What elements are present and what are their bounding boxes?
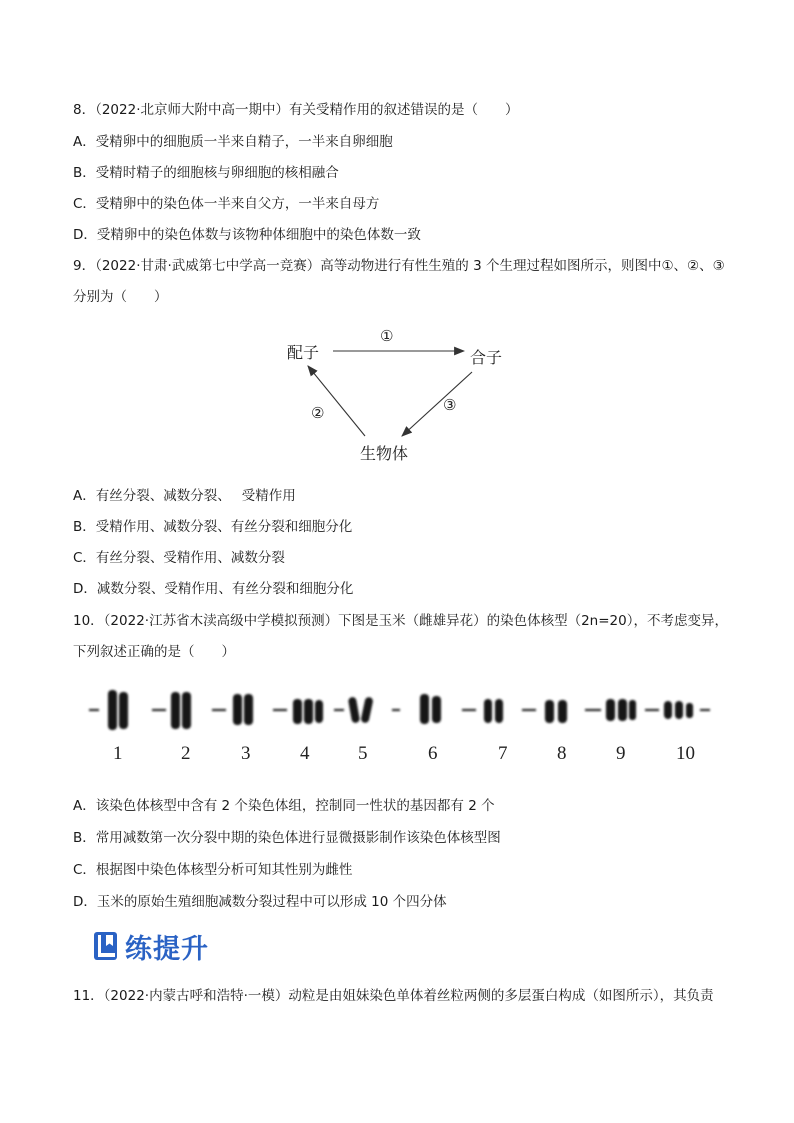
chromosome-5a xyxy=(348,697,360,724)
question-9-option-a: A．有丝分裂、减数分裂、 受精作用 xyxy=(73,488,296,504)
dash xyxy=(273,709,287,711)
chromosome-6a xyxy=(420,694,429,724)
question-8-option-b: B．受精时精子的细胞核与卵细胞的核相融合 xyxy=(73,165,339,181)
chromosome-4a xyxy=(293,699,302,724)
book-icon xyxy=(93,931,119,961)
chromosome-2b xyxy=(182,692,191,729)
question-10-stem-line1: 10．（2022·江苏省木渎高级中学模拟预测）下图是玉米（雌雄异花）的染色体核型（2n=20），不考虑变异， xyxy=(73,613,728,629)
question-8-stem: 8．（2022·北京师大附中高一期中）有关受精作用的叙述错误的是（ ） xyxy=(73,102,519,118)
chromosome-10a xyxy=(664,701,672,719)
question-9-option-b: B．受精作用、减数分裂、有丝分裂和细胞分化 xyxy=(73,519,353,535)
label-process-3: ③ xyxy=(443,396,457,414)
chromosome-3a xyxy=(233,694,242,725)
node-zygote: 合子 xyxy=(470,348,503,367)
karyotype-number-4: 4 xyxy=(300,743,310,764)
chromosome-10b xyxy=(675,701,683,719)
karyotype-number-6: 6 xyxy=(428,743,438,764)
chromosome-1a xyxy=(108,690,117,730)
label-process-1: ① xyxy=(380,327,394,345)
chromosome-9c xyxy=(629,700,636,720)
question-10-option-c: C．根据图中染色体核型分析可知其性别为雌性 xyxy=(73,862,353,878)
karyotype-number-2: 2 xyxy=(181,743,191,764)
node-gamete: 配子 xyxy=(287,343,320,362)
question-9-option-c: C．有丝分裂、受精作用、减数分裂 xyxy=(73,550,285,566)
chromosome-8a xyxy=(545,700,554,723)
dash xyxy=(645,709,659,711)
question-9-stem-line2: 分别为（ ） xyxy=(73,289,168,305)
chromosome-8b xyxy=(558,700,567,723)
question-9-option-d: D．减数分裂、受精作用、有丝分裂和细胞分化 xyxy=(73,581,354,597)
section-header xyxy=(93,928,209,964)
question-10-option-a: A．该染色体核型中含有 2 个染色体组，控制同一性状的基因都有 2 个 xyxy=(73,798,495,814)
chromosome-5b xyxy=(360,696,373,723)
chromosome-6b xyxy=(432,696,441,723)
chromosome-7b xyxy=(495,699,503,723)
question-10-option-d: D．玉米的原始生殖细胞减数分裂过程中可以形成 10 个四分体 xyxy=(73,894,447,910)
question-10-stem-line2: 下列叙述正确的是（ ） xyxy=(73,644,235,660)
question-8-option-d: D．受精卵中的染色体数与该物种体细胞中的染色体数一致 xyxy=(73,227,421,243)
karyotype-number-10: 10 xyxy=(676,743,695,764)
dash xyxy=(522,709,536,711)
dash xyxy=(392,709,400,711)
chromosome-1b xyxy=(119,692,128,729)
chromosome-9b xyxy=(618,699,627,721)
question-9-stem-line1: 9．（2022·甘肃·武威第七中学高一竞赛）高等动物进行有性生殖的 3 个生理过程如图所示，则图中①、②、③ xyxy=(73,258,725,274)
chromosome-9a xyxy=(606,699,615,721)
question-8-option-a: A．受精卵中的细胞质一半来自精子，一半来自卵细胞 xyxy=(73,134,393,150)
dash xyxy=(89,709,99,711)
chromosome-4c xyxy=(315,700,323,723)
karyotype-number-1: 1 xyxy=(113,743,123,764)
question-10-option-b: B．常用减数第一次分裂中期的染色体进行显微摄影制作该染色体核型图 xyxy=(73,830,501,846)
label-process-2: ② xyxy=(311,404,325,422)
chromosome-4b xyxy=(304,699,313,724)
karyotype-number-7: 7 xyxy=(498,743,508,764)
karyotype-number-9: 9 xyxy=(616,743,626,764)
dash xyxy=(152,709,166,711)
chromosome-3b xyxy=(244,694,253,725)
chromosome-2a xyxy=(171,692,180,729)
question-11-stem-line1: 11．（2022·内蒙古呼和浩特·一模）动粒是由姐妹染色单体着丝粒两侧的多层蛋白构成（如图所示），其负责 xyxy=(73,988,714,1004)
question-8-option-c: C．受精卵中的染色体一半来自父方，一半来自母方 xyxy=(73,196,380,212)
dash xyxy=(334,709,344,711)
chromosome-7a xyxy=(484,699,492,723)
node-organism: 生物体 xyxy=(360,444,409,463)
karyotype-number-8: 8 xyxy=(557,743,567,764)
karyotype-number-5: 5 xyxy=(358,743,368,764)
karyotype-number-3: 3 xyxy=(241,743,251,764)
dash xyxy=(700,709,710,711)
section-title: 练提升 xyxy=(125,933,209,965)
chromosome-10c xyxy=(686,703,693,718)
dash xyxy=(212,709,226,711)
dash xyxy=(462,709,476,711)
dash xyxy=(585,709,601,711)
